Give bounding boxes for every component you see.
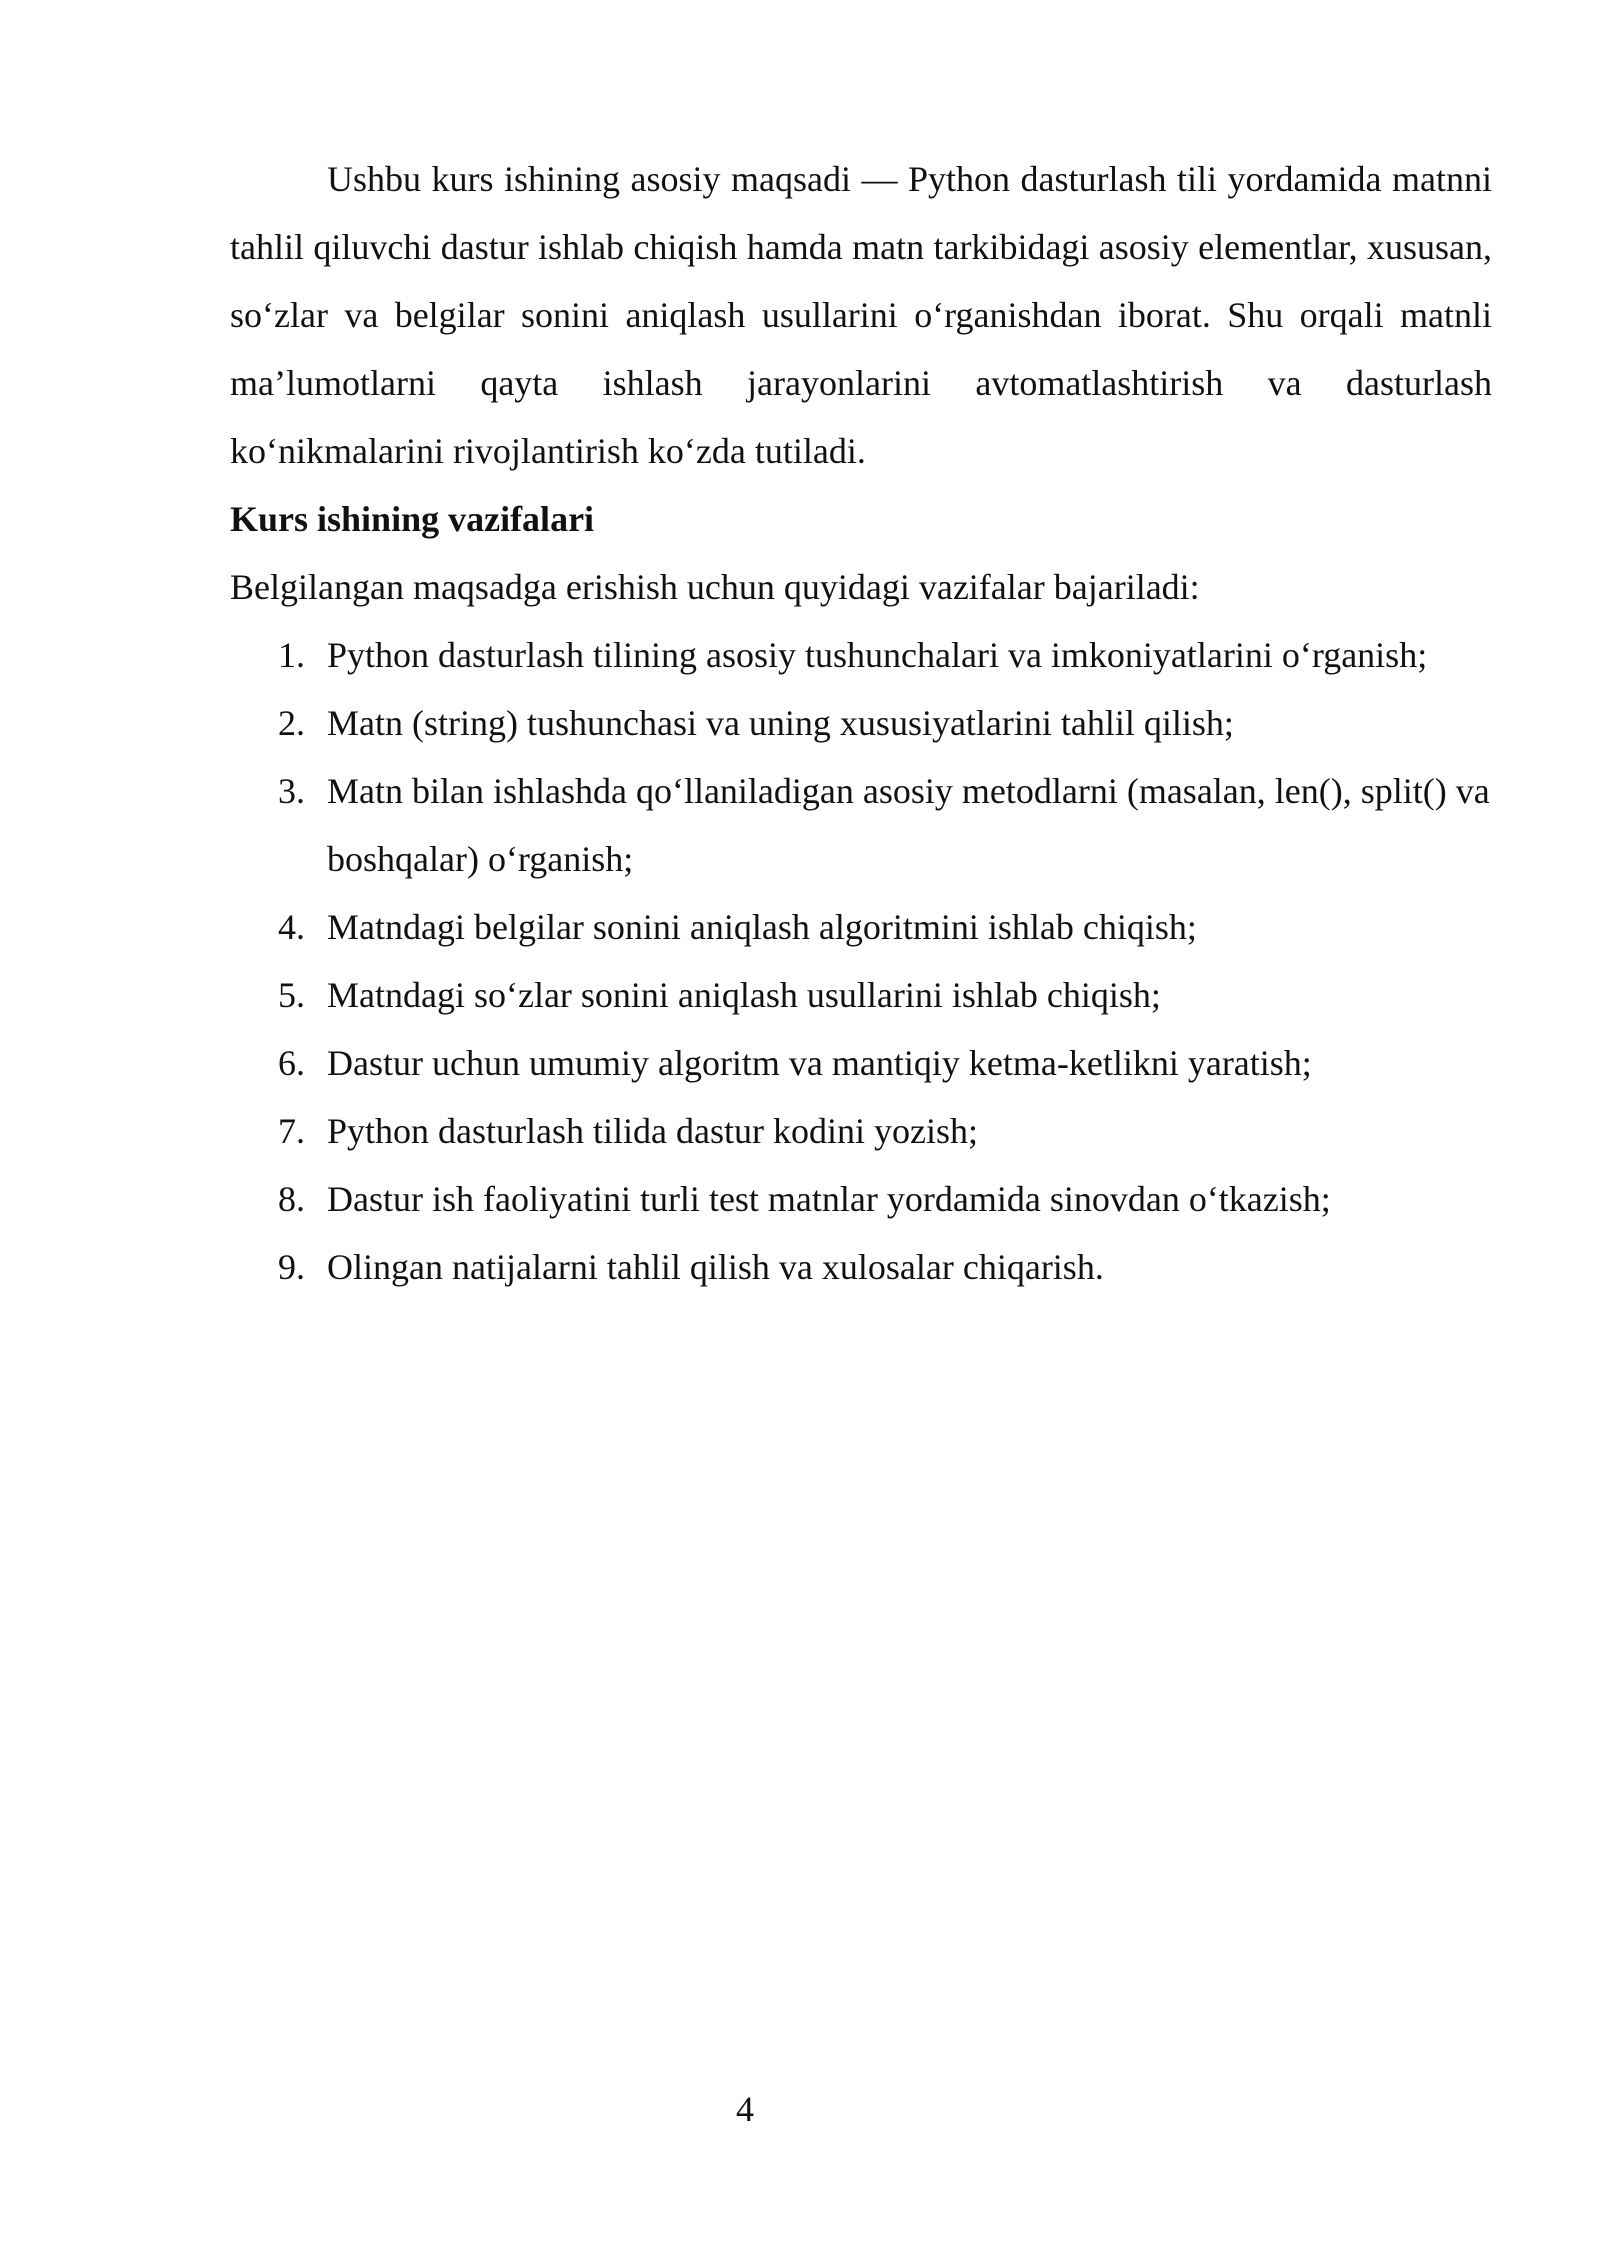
list-item-number: 1. <box>278 635 305 675</box>
page-number: 4 <box>736 2089 754 2129</box>
list-item-number: 2. <box>278 703 305 743</box>
list-item-number: 4. <box>278 907 305 947</box>
list-item-number: 7. <box>278 1111 305 1151</box>
list-item <box>230 757 1492 893</box>
tasks-intro: Belgilangan maqsadga erishish uchun quyidagi vazifalar bajariladi: <box>230 567 1200 607</box>
list-item <box>230 893 1492 961</box>
list-item-number: 3. <box>278 771 305 811</box>
list-item-number: 6. <box>278 1043 305 1083</box>
list-item-text: Olingan natijalarni tahlil qilish va xulosalar chiqarish. <box>327 1247 1104 1287</box>
list-item-number: 9. <box>278 1247 305 1287</box>
list-item-text: Dastur ish faoliyatini turli test matnlar yordamida sinovdan o‘tkazish; <box>327 1179 1331 1219</box>
list-item <box>230 621 1492 689</box>
list-item-text: Matn bilan ishlashda qo‘llaniladigan asosiy metodlarni (masalan, len(), split() va boshqalar) o‘rganish; <box>327 771 1490 879</box>
list-item <box>230 1233 1492 1301</box>
list-item <box>230 961 1492 1029</box>
list-item <box>230 1029 1492 1097</box>
list-item-text: Matndagi so‘zlar sonini aniqlash usullarini ishlab chiqish; <box>327 975 1161 1015</box>
list-item <box>230 1165 1492 1233</box>
list-item-text: Python dasturlash tilining asosiy tushunchalari va imkoniyatlarini o‘rganish; <box>327 635 1428 675</box>
list-item <box>230 689 1492 757</box>
list-item-number: 5. <box>278 975 305 1015</box>
list-item-text: Dastur uchun umumiy algoritm va mantiqiy ketma-ketlikni yaratish; <box>327 1043 1312 1083</box>
tasks-heading: Kurs ishining vazifalari <box>230 499 595 539</box>
purpose-paragraph: Ushbu kurs ishining asosiy maqsadi — Python dasturlash tili yordamida matnni tahlil qiluvchi dastur ishlab chiqish hamda matn tarkibidagi asosiy elementlar, xususan, so‘zlar va belgilar sonini aniqlash usullarini o‘rganishdan iborat. Shu orqali matnli ma’lumotlarni qayta ishlash jarayonlarini avtomatlashtirish va dasturlash ko‘nikmalarini rivojlantirish ko‘zda tutiladi. <box>230 159 1492 471</box>
list-item-text: Matn (string) tushunchasi va uning xususiyatlarini tahlil qilish; <box>327 703 1234 743</box>
list-item-text: Python dasturlash tilida dastur kodini yozish; <box>327 1111 978 1151</box>
document-page <box>230 145 1492 1301</box>
list-item-text: Matndagi belgilar sonini aniqlash algoritmini ishlab chiqish; <box>327 907 1197 947</box>
list-item-number: 8. <box>278 1179 305 1219</box>
tasks-list <box>230 621 1492 1301</box>
list-item <box>230 1097 1492 1165</box>
